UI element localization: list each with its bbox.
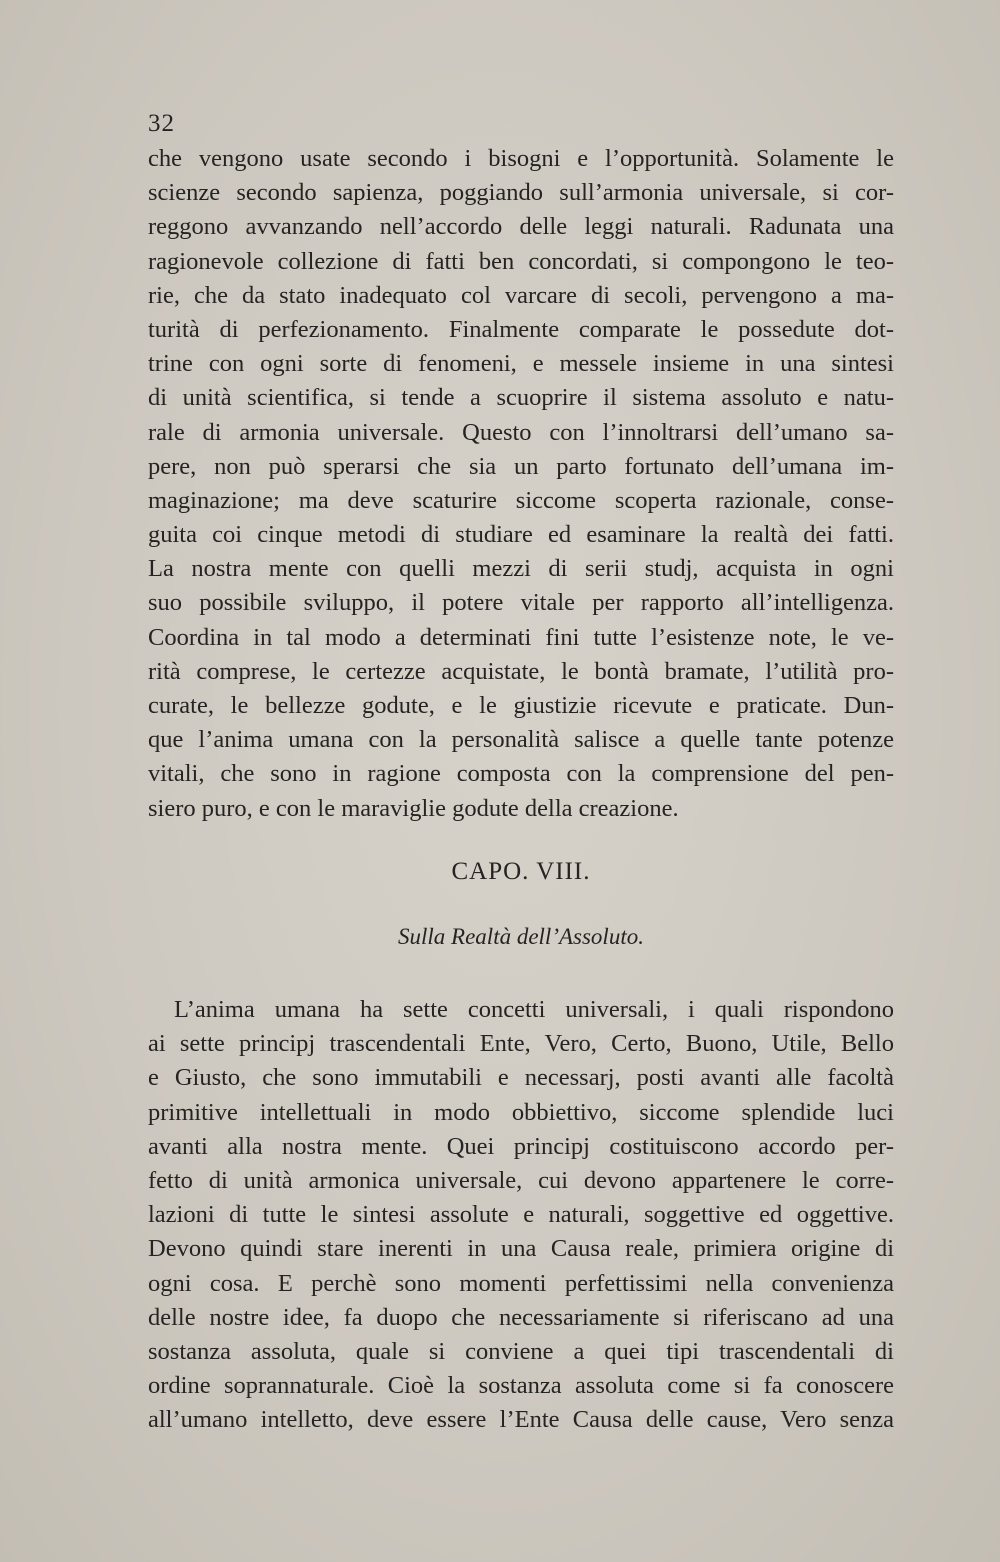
text-line: trine con ogni sorte di fenomeni, e messele insieme in una sintesi (148, 350, 894, 378)
text-line: vitali, che sono in ragione composta con la comprensione del pen- (148, 760, 894, 788)
paragraph-2 (148, 993, 894, 1437)
text-line: e Giusto, che sono immutabili e necessarj, posti avanti alle facoltà (148, 1064, 894, 1092)
text-line: avanti alla nostra mente. Quei principj costituiscono accordo per- (148, 1132, 894, 1160)
text-line: ai sette principj trascendentali Ente, Vero, Certo, Buono, Utile, Bello (148, 1030, 894, 1058)
text-line: Devono quindi stare inerenti in una Causa reale, primiera origine di (148, 1235, 894, 1263)
text-line: primitive intellettuali in modo obbiettivo, siccome splendide luci (148, 1098, 894, 1126)
text-line: scienze secondo sapienza, poggiando sull’armonia universale, si cor- (148, 179, 894, 207)
text-line: lazioni di tutte le sintesi assolute e naturali, soggettive ed oggettive. (148, 1201, 894, 1229)
page-number: 32 (148, 110, 175, 137)
text-line: maginazione; ma deve scaturire siccome scoperta razionale, conse- (148, 486, 894, 514)
text-line: Coordina in tal modo a determinati fini tutte l’esistenze note, le ve- (148, 623, 894, 651)
text-line: rie, che da stato inadequato col varcare di secoli, pervengono a ma- (148, 281, 894, 309)
text-line: rale di armonia universale. Questo con l’innoltrarsi dell’umano sa- (148, 418, 894, 446)
chapter-heading: CAPO. VIII. (451, 858, 591, 885)
text-line: ordine soprannaturale. Cioè la sostanza assoluta come si fa conoscere (148, 1372, 894, 1400)
chapter-subtitle: Sulla Realtà dell’Assoluto. (398, 924, 644, 949)
text-line: La nostra mente con quelli mezzi di serii studj, acquista in ogni (148, 555, 894, 583)
text-line: rità comprese, le certezze acquistate, le bontà bramate, l’utilità pro- (148, 657, 894, 685)
text-line: pere, non può sperarsi che sia un parto fortunato dell’umana im- (148, 452, 894, 480)
text-line: fetto di unità armonica universale, cui devono appartenere le corre- (148, 1166, 894, 1194)
text-line: che vengono usate secondo i bisogni e l’opportunità. Solamente le (148, 145, 894, 172)
text-line: sostanza assoluta, quale si conviene a quei tipi trascendentali di (148, 1337, 894, 1365)
paragraph-1 (148, 142, 894, 826)
text-line: delle nostre idee, fa duopo che necessariamente si riferiscano ad una (148, 1303, 894, 1331)
text-line: turità di perfezionamento. Finalmente comparate le possedute dot- (148, 315, 894, 343)
text-line: ragionevole collezione di fatti ben concordati, si compongono le teo- (148, 247, 894, 275)
text-line: all’umano intelletto, deve essere l’Ente Causa delle cause, Vero senza (148, 1406, 894, 1434)
text-line: L’anima umana ha sette concetti universali, i quali rispondono (174, 996, 894, 1023)
text-line: curate, le bellezze godute, e le giustizie ricevute e praticate. Dun- (148, 692, 894, 719)
text-line: reggono avvanzando nell’accordo delle leggi naturali. Radunata una (148, 213, 894, 241)
text-line: guita coi cinque metodi di studiare ed esaminare la realtà dei fatti. (148, 521, 894, 549)
text-line: que l’anima umana con la personalità salisce a quelle tante potenze (148, 726, 894, 754)
text-line: ogni cosa. E perchè sono momenti perfettissimi nella convenienza (148, 1269, 894, 1297)
text-line: di unità scientifica, si tende a scuoprire il sistema assoluto e natu- (148, 384, 894, 412)
text-line: suo possibile sviluppo, il potere vitale per rapporto all’intelligenza. (148, 589, 894, 617)
text-line: siero puro, e con le maraviglie godute della creazione. (148, 794, 679, 822)
